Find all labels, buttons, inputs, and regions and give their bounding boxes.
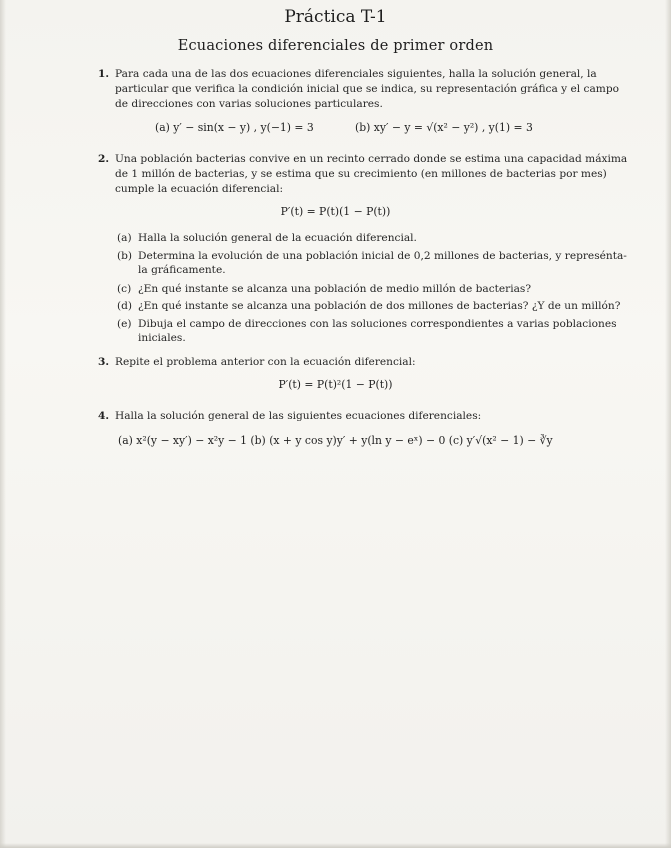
problem-2-item-c-label: (c) <box>117 283 132 295</box>
scan-edge-bottom <box>0 843 671 848</box>
problem-2-item-e-text-1: Dibuja el campo de direcciones con las soluciones correspondientes a varias poblaciones <box>138 318 617 330</box>
problem-2-item-b-text-2: la gráficamente. <box>138 264 226 276</box>
problem-2-line-1: Una población bacterias convive en un recinto cerrado donde se estima una capacidad máxima <box>115 153 628 165</box>
problem-2-item-e-text-2: iniciales. <box>138 332 186 344</box>
problem-2-line-3: cumple la ecuación diferencial: <box>115 183 284 195</box>
problem-2-item-c-text: ¿En qué instante se alcanza una población de medio millón de bacterias? <box>138 283 532 295</box>
problem-2-item-b-text-1: Determina la evolución de una población inicial de 0,2 millones de bacterias, y represénta- <box>138 250 627 262</box>
problem-2-item-b-label: (b) <box>117 250 133 262</box>
page-title: Práctica T-1 <box>284 7 387 27</box>
problem-1-line-3: de direcciones con varias soluciones particulares. <box>115 98 383 110</box>
problem-3-line-1: Repite el problema anterior con la ecuación diferencial: <box>115 356 416 368</box>
problem-2-item-a-label: (a) <box>117 232 132 244</box>
problem-1-line-2: particular que verifica la condición inicial que se indica, su representación gráfica y el campo <box>115 83 620 95</box>
problem-1-equation-a: (a) y′ − sin(x − y) , y(−1) = 3 <box>155 121 314 134</box>
problem-2-equation: P′(t) = P(t)(1 − P(t)) <box>280 205 391 218</box>
scan-edge-left <box>0 0 6 848</box>
problem-3-number: 3. <box>98 356 110 368</box>
problem-4-equations: (a) x²(y − xy′) − x²y − 1 (b) (x + y cos y)y′ + y(ln y − eˣ) − 0 (c) y′√(x² − 1) − ∛y <box>118 434 553 447</box>
problem-1-equation-b: (b) xy′ − y = √(x² − y²) , y(1) = 3 <box>355 121 533 134</box>
problem-4-number: 4. <box>98 410 110 422</box>
problem-1-line-1: Para cada una de las dos ecuaciones diferenciales siguientes, halla la solución general, la <box>115 68 597 80</box>
page-subtitle: Ecuaciones diferenciales de primer orden <box>177 38 494 54</box>
problem-4-line-1: Halla la solución general de las siguientes ecuaciones diferenciales: <box>115 410 482 422</box>
problem-3-equation: P′(t) = P(t)²(1 − P(t)) <box>278 378 393 391</box>
problem-2-item-d-label: (d) <box>117 300 133 312</box>
problem-2-number: 2. <box>98 153 110 165</box>
problem-2-item-a-text: Halla la solución general de la ecuación diferencial. <box>138 232 417 244</box>
scan-edge-right <box>665 0 671 848</box>
problem-1-number: 1. <box>98 68 110 80</box>
problem-2-item-d-text: ¿En qué instante se alcanza una población de dos millones de bacterias? ¿Y de un millón? <box>138 300 621 312</box>
problem-2-line-2: de 1 millón de bacterias, y se estima que su crecimiento (en millones de bacterias por mes) <box>115 168 607 180</box>
problem-2-item-e-label: (e) <box>117 318 132 330</box>
